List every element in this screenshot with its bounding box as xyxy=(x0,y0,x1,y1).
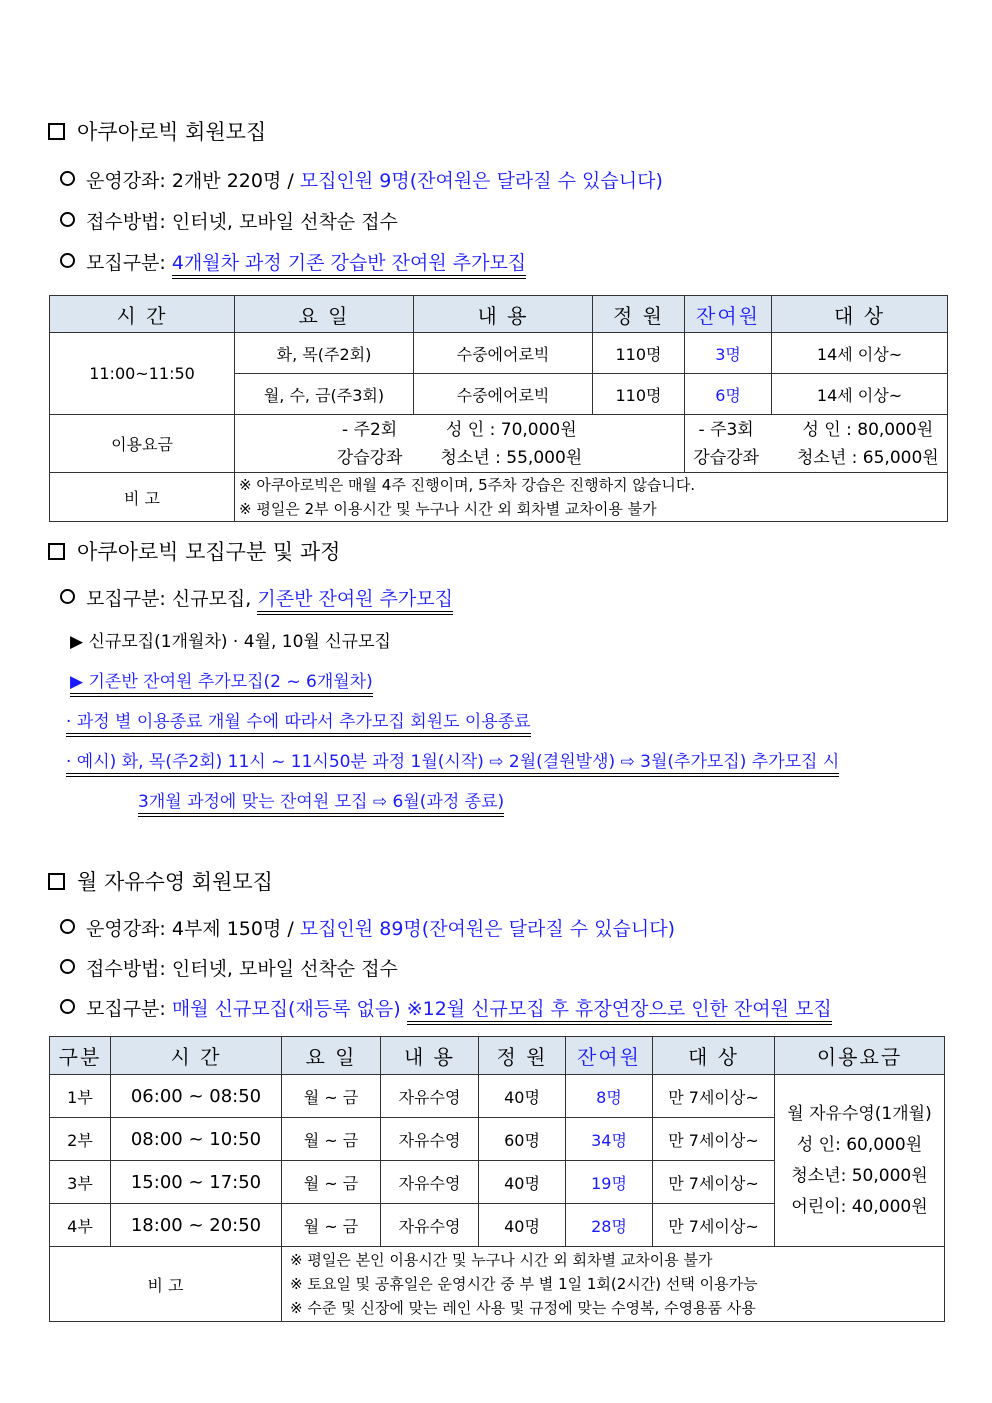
section1-title: 아쿠아로빅 회원모집 xyxy=(48,116,266,146)
time-cell: 11:00~11:50 xyxy=(50,333,235,415)
section3-title: 월 자유수영 회원모집 xyxy=(48,866,273,896)
square-bullet-icon xyxy=(48,543,65,560)
days-cell: 월 ~ 금 xyxy=(282,1204,381,1247)
header-target: 대 상 xyxy=(653,1037,775,1075)
header-remaining: 잔여원 xyxy=(685,296,772,333)
circle-bullet-icon xyxy=(60,253,75,268)
header-days: 요 일 xyxy=(282,1037,381,1075)
content-cell: 수중에어로빅 xyxy=(414,333,593,374)
bullet-end: · 과정 별 이용종료 개월 수에 따라서 추가모집 회원도 이용종료 xyxy=(66,707,531,732)
days-cell: 화, 목(주2회) xyxy=(235,333,414,374)
remaining-cell: 6명 xyxy=(685,374,772,415)
capacity-cell: 40명 xyxy=(479,1204,566,1247)
target-cell: 만 7세이상~ xyxy=(653,1161,775,1204)
capacity-cell: 60명 xyxy=(479,1118,566,1161)
capacity-cell: 40명 xyxy=(479,1161,566,1204)
fee-label: 이용요금 xyxy=(50,415,235,473)
fee-cell-twice: - 주2회 강습강좌 성 인 : 70,000원 청소년 : 55,000원 xyxy=(235,415,685,473)
days-cell: 월, 수, 금(주3회) xyxy=(235,374,414,415)
part-cell: 3부 xyxy=(50,1161,111,1204)
part-cell: 1부 xyxy=(50,1075,111,1118)
content-cell: 수중에어로빅 xyxy=(414,374,593,415)
capacity-cell: 40명 xyxy=(479,1075,566,1118)
header-remaining: 잔여원 xyxy=(566,1037,653,1075)
section3-item-1: 운영강좌: 4부제 150명 / 모집인원 89명(잔여원은 달라질 수 있습니다) xyxy=(60,914,675,941)
target-cell: 만 7세이상~ xyxy=(653,1118,775,1161)
header-days: 요 일 xyxy=(235,296,414,333)
circle-bullet-icon xyxy=(60,959,75,974)
header-target: 대 상 xyxy=(772,296,948,333)
content-cell: 자유수영 xyxy=(381,1161,479,1204)
note-cell: ※ 평일은 본인 이용시간 및 누구나 시간 외 회차별 교차이용 불가 ※ 토요일 및 공휴일은 운영시간 중 부 별 1일 1회(2시간) 선택 이용가능 ※ 수준 및 신장에 맞는 레인 사용 및 규정에 맞는 수영복, 수영용품 사용 xyxy=(282,1247,945,1322)
bullet-new: ▶ 신규모집(1개월차) · 4월, 10월 신규모집 xyxy=(70,632,391,652)
time-cell: 18:00 ~ 20:50 xyxy=(111,1204,282,1247)
remaining-cell: 28명 xyxy=(566,1204,653,1247)
section2-title: 아쿠아로빅 모집구분 및 과정 xyxy=(48,536,340,566)
fee-cell-thrice: - 주3회 강습강좌 성 인 : 80,000원 청소년 : 65,000원 xyxy=(685,415,948,473)
target-cell: 만 7세이상~ xyxy=(653,1204,775,1247)
header-capacity: 정 원 xyxy=(479,1037,566,1075)
remaining-cell: 8명 xyxy=(566,1075,653,1118)
target-cell: 14세 이상~ xyxy=(772,374,948,415)
time-cell: 06:00 ~ 08:50 xyxy=(111,1075,282,1118)
note-cell: ※ 아쿠아로빅은 매월 4주 진행이며, 5주차 강습은 진행하지 않습니다. ※ 평일은 2부 이용시간 및 누구나 시간 외 회차별 교차이용 불가 xyxy=(235,473,948,522)
header-part: 구분 xyxy=(50,1037,111,1075)
square-bullet-icon xyxy=(48,873,65,890)
content-cell: 자유수영 xyxy=(381,1075,479,1118)
section3-item-3: 모집구분: 매월 신규모집(재등록 없음) ※12월 신규모집 후 휴장연장으로 인한 잔여원 모집 xyxy=(60,994,832,1021)
remaining-cell: 34명 xyxy=(566,1118,653,1161)
days-cell: 월 ~ 금 xyxy=(282,1118,381,1161)
free-swim-table xyxy=(49,1036,945,1322)
capacity-cell: 110명 xyxy=(593,374,685,415)
bullet-example-cont: 3개월 과정에 맞는 잔여원 모집 ⇨ 6월(과정 종료) xyxy=(138,787,504,812)
section1-item-1: 운영강좌: 2개반 220명 / 모집인원 9명(잔여원은 달라질 수 있습니다) xyxy=(60,166,663,193)
days-cell: 월 ~ 금 xyxy=(282,1075,381,1118)
capacity-cell: 110명 xyxy=(593,333,685,374)
section1-item-3: 모집구분: 4개월차 과정 기존 강습반 잔여원 추가모집 xyxy=(60,248,526,275)
header-time: 시 간 xyxy=(50,296,235,333)
target-cell: 14세 이상~ xyxy=(772,333,948,374)
note-label: 비 고 xyxy=(50,1247,282,1322)
bullet-example: · 예시) 화, 목(주2회) 11시 ~ 11시50분 과정 1월(시작) ⇨ 2월(결원발생) ⇨ 3월(추가모집) 추가모집 시 xyxy=(66,747,839,772)
circle-bullet-icon xyxy=(60,589,75,604)
remaining-cell: 19명 xyxy=(566,1161,653,1204)
content-cell: 자유수영 xyxy=(381,1204,479,1247)
circle-bullet-icon xyxy=(60,919,75,934)
section2-item: 모집구분: 신규모집, 기존반 잔여원 추가모집 xyxy=(60,584,453,611)
part-cell: 2부 xyxy=(50,1118,111,1161)
days-cell: 월 ~ 금 xyxy=(282,1161,381,1204)
header-time: 시 간 xyxy=(111,1037,282,1075)
bullet-existing: ▶ 기존반 잔여원 추가모집(2 ~ 6개월차) xyxy=(70,667,373,692)
header-content: 내 용 xyxy=(381,1037,479,1075)
table-row xyxy=(50,1075,945,1118)
section1-item-2: 접수방법: 인터넷, 모바일 선착순 접수 xyxy=(60,207,398,234)
circle-bullet-icon xyxy=(60,999,75,1014)
remaining-cell: 3명 xyxy=(685,333,772,374)
circle-bullet-icon xyxy=(60,212,75,227)
aquarobic-table xyxy=(49,295,948,522)
time-cell: 15:00 ~ 17:50 xyxy=(111,1161,282,1204)
square-bullet-icon xyxy=(48,123,65,140)
fee-cell: 월 자유수영(1개월) 성 인: 60,000원 청소년: 50,000원 어린이: 40,000원 xyxy=(775,1075,945,1247)
circle-bullet-icon xyxy=(60,171,75,186)
part-cell: 4부 xyxy=(50,1204,111,1247)
header-content: 내 용 xyxy=(414,296,593,333)
note-label: 비 고 xyxy=(50,473,235,522)
table-row xyxy=(50,333,948,374)
header-capacity: 정 원 xyxy=(593,296,685,333)
time-cell: 08:00 ~ 10:50 xyxy=(111,1118,282,1161)
target-cell: 만 7세이상~ xyxy=(653,1075,775,1118)
section3-item-2: 접수방법: 인터넷, 모바일 선착순 접수 xyxy=(60,954,398,981)
content-cell: 자유수영 xyxy=(381,1118,479,1161)
header-fee: 이용요금 xyxy=(775,1037,945,1075)
